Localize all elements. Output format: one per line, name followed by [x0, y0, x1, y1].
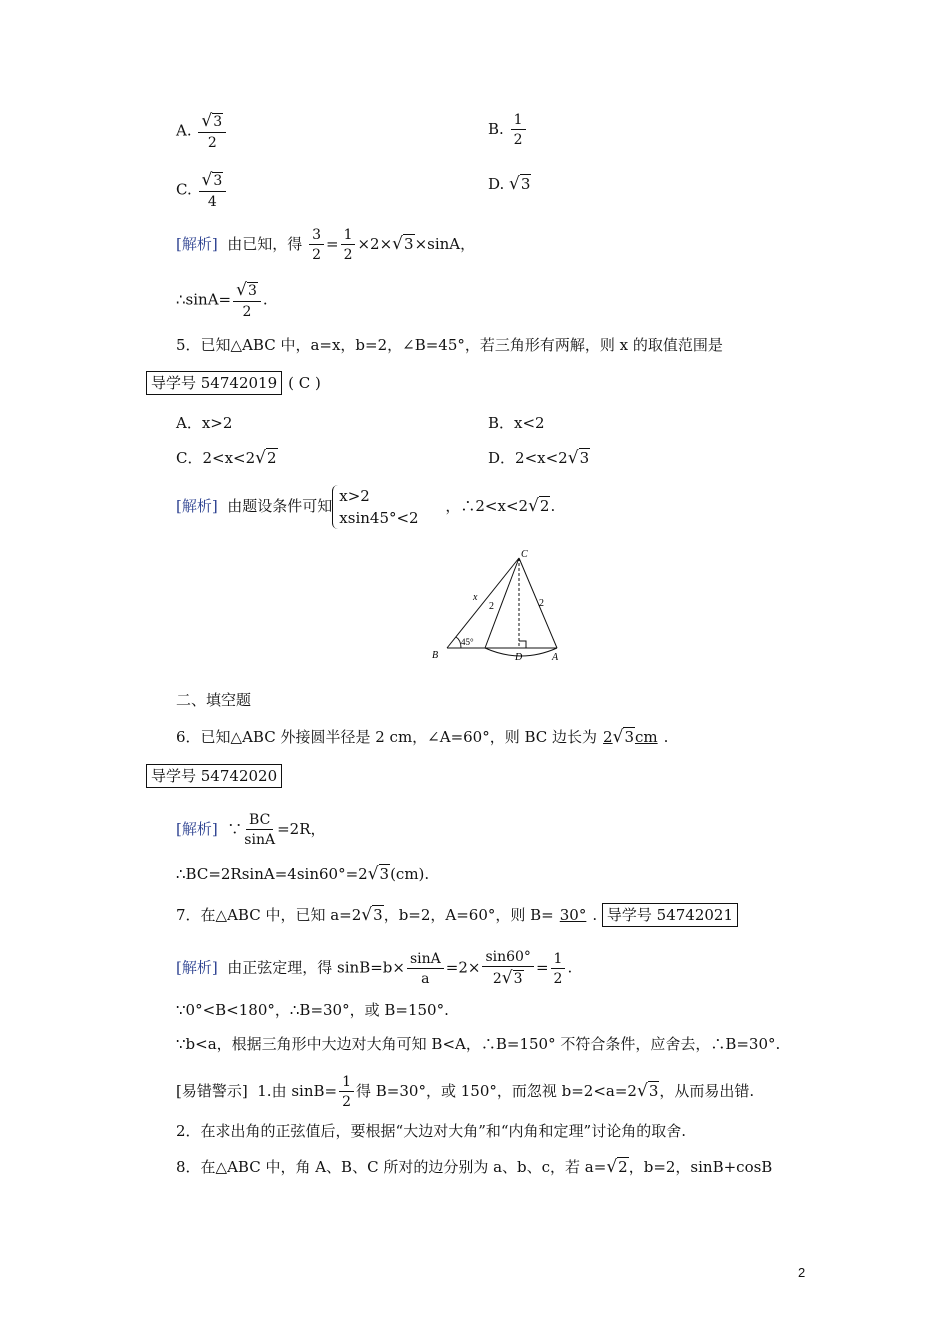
- page-number: 2: [798, 1265, 806, 1280]
- section-title: 二、填空题: [176, 691, 252, 709]
- answer-blank: 2√3cm: [603, 727, 658, 747]
- analysis-6-line1: [解析] ∵ $\frac{BC}{\sin A}$ =2R，: [176, 812, 326, 848]
- label-side2: 2: [539, 598, 544, 609]
- q5-option-b: B．x<2: [488, 414, 545, 432]
- warning-line1: [易错警示] 1.由 sinB= $\frac{1}{2}$ 得 B=30°，或 150°，而忽视 b=2<a=2√3，从而易出错.: [176, 1074, 755, 1110]
- q5-option-c: C．2<x<2√2: [176, 448, 277, 468]
- option-d: D. √3: [488, 174, 531, 194]
- question-8: 8．在△ABC 中，角 A、B、C 所对的边分别为 a、b、c，若 a=√2，b=2，sinB+cosB: [176, 1157, 773, 1177]
- question-6-code: [146, 764, 282, 788]
- answer-blank: 30°: [559, 906, 587, 924]
- guide-code-box: 导学号 54742019: [146, 371, 282, 395]
- analysis-4-line2: ∴sinA= $\frac{√3}{2}$ .: [176, 280, 268, 320]
- label-b: B: [432, 650, 439, 661]
- side-ca: [519, 558, 557, 648]
- side-bc: [447, 558, 519, 648]
- label-a: A: [552, 652, 559, 663]
- label-angle: 45°: [461, 637, 474, 647]
- analysis-5: [解析] 由题设条件可知x>2 xsin45°<2 ，∴2<x<2√2.: [176, 487, 556, 527]
- analysis-4-line1: [解析] 由已知，得 $\frac{3}{2}$ = $\frac{1}{2}$ ×2×√3×sinA，: [176, 227, 476, 263]
- label-x: x: [473, 592, 478, 603]
- label-side1: 2: [489, 601, 494, 612]
- triangle-figure: [425, 548, 585, 666]
- guide-code-box: 导学号 54742020: [146, 764, 282, 788]
- q5-option-a: A．x>2: [176, 414, 233, 432]
- option-c: C. $\frac{√3}{4}$: [176, 172, 228, 209]
- label-c: C: [521, 549, 528, 560]
- option-a: A. $\frac{√3}{2}$: [176, 113, 228, 150]
- q5-option-d: D．2<x<2√3: [488, 448, 590, 468]
- question-5: 5．已知△ABC 中，a=x，b=2，∠B=45°，若三角形有两解，则 x 的取值范围是: [176, 336, 723, 354]
- analysis-6-line2: ∴BC=2RsinA=4sin60°=2√3(cm).: [176, 864, 430, 884]
- question-6: 6．已知△ABC 外接圆半径是 2 cm，∠A=60°，则 BC 边长为 2√3cm .: [176, 727, 669, 747]
- analysis-7-line3: ∵b<a，根据三角形中大边对大角可知 B<A，∴B=150° 不符合条件，应舍去，∴B=30°.: [176, 1035, 781, 1053]
- right-angle-mark: [519, 641, 526, 648]
- warning-line2: 2．在求出角的正弦值后，要根据“大边对大角”和“内角和定理”讨论角的取舍.: [176, 1122, 686, 1140]
- analysis-7-line2: ∵0°<B<180°，∴B=30°，或 B=150°.: [176, 1001, 449, 1019]
- guide-code-box: 导学号 54742021: [602, 903, 738, 927]
- label-d: D: [515, 652, 523, 663]
- analysis-7-line1: [解析] 由正弦定理，得 sinB=b× $\frac{\sin A}{a}$ =2× $\frac{\sin 60^\circ}{2√3}$ = $\frac{1}{2}$ .: [176, 949, 573, 988]
- option-b: B. $\frac{1}{2}$: [488, 113, 528, 147]
- question-7: 7．在△ABC 中，已知 a=2√3，b=2，A=60°，则 B= 30° . 导学号 54742021: [176, 903, 738, 927]
- question-5-code: 导学号 54742019 ( C ): [146, 371, 321, 395]
